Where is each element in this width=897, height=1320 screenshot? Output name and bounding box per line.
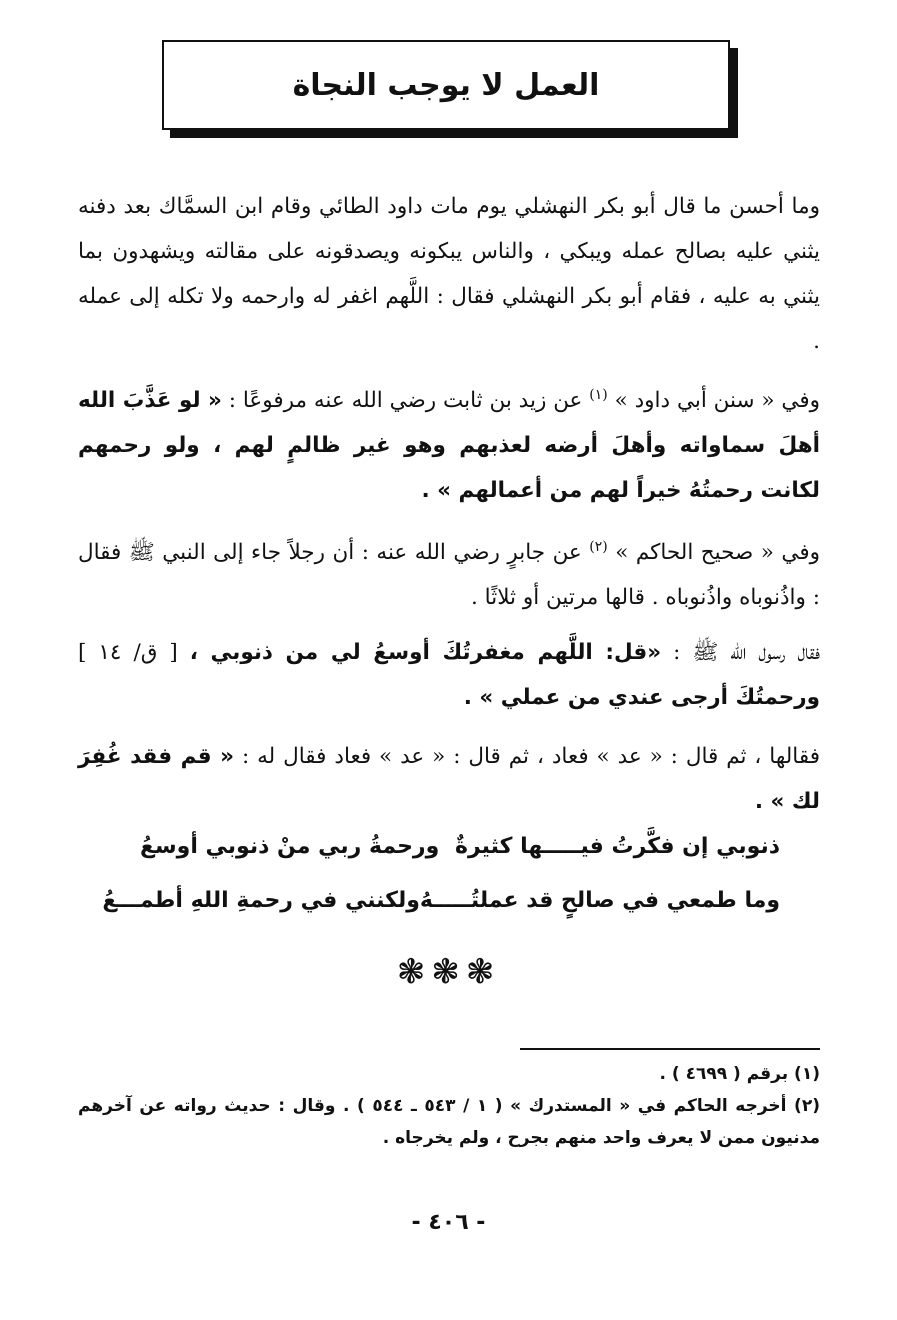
hadith-quote-2-end: ورحمتُكَ أرجى عندي من عملي » . [463, 685, 820, 710]
paragraph-4 [78, 630, 860, 720]
poem-line-1-second-hemistich: ورحمةُ ربي منْ ذنوبي أوسعُ [140, 834, 440, 859]
paragraph-2 [78, 378, 860, 513]
page-number: - ٤٠٦ - [411, 1210, 486, 1235]
poem-line-1 [100, 820, 800, 874]
paragraph-2-intro: وفي « سنن أبي داود » [614, 388, 820, 413]
footnote-1: (١) برقم ( ٤٦٩٩ ) . [659, 1064, 820, 1084]
chapter-title-box [162, 40, 730, 130]
paragraph-3 [78, 530, 860, 620]
chapter-title: العمل لا يوجب النجاة [292, 67, 600, 103]
paragraph-5-text: فقالها ، ثم قال : « عد » فعاد ، ثم قال : « عد » فعاد فقال له : [241, 744, 820, 769]
paragraph-3-intro: وفي « صحيح الحاكم » [615, 540, 820, 565]
poem-line-2-second-hemistich: ولكنني في رحمةِ اللهِ أطمـــعُ [102, 888, 420, 913]
footnote-divider [520, 1048, 820, 1050]
hadith-quote-2: «قل: اللَّهم مغفرتُكَ أوسعُ لي من ذنوبي ، [189, 640, 662, 665]
poem-line-1-first-hemistich: ذنوبي إن فكَّرتُ فيـــــها كثيرةٌ [454, 834, 780, 859]
paragraph-5 [78, 734, 860, 824]
paragraph-1: وما أحسن ما قال أبو بكر النهشلي يوم مات داود الطائي وقام ابن السمَّاك بعد دفنه يثني عليه بصالح عمله ويبكي ، والناس يبكونه ويصدقونه على مقالته ويشهدون بما يثني به عليه ، فقام أبو بكر النهشلي فقال : اللَّهم اغفر له وارحمه ولا تكله إلى عمله . [78, 194, 820, 354]
poem [100, 820, 800, 928]
footnote-2: (٢) أخرجه الحاكم في « المستدرك » ( ١ / ٥٤٣ ـ ٥٤٤ ) . وقال : حديث رواته عن آخرهم مدنيون ممن لا يعرف واحد منهم بجرح ، ولم يخرجاه . [78, 1096, 820, 1148]
paragraph-4-intro: فقال رسول الله ﷺ : [673, 640, 820, 665]
hadith-quote-3: « قم فقد غُفِرَ لك » . [78, 744, 820, 814]
poem-line-2-first-hemistich: وما طمعي في صالحٍ قد عملتُـــــهُ [419, 888, 780, 913]
footnote-ref-2: (٢) [589, 538, 608, 555]
paragraph-3-text: عن جابرٍ رضي الله عنه : أن رجلاً جاء إلى النبي ﷺ فقال : واذُنوباه واذُنوباه . قالها مرتين أو ثلاثًا . [78, 540, 820, 610]
poem-line-2 [100, 874, 800, 928]
manuscript-marker: [ ق/ ١٤ ] [78, 640, 178, 665]
footnote-ref-1: (١) [589, 386, 608, 403]
footnotes [78, 1058, 820, 1154]
hadith-quote-1: « لو عَذَّبَ الله أهلَ سماواته وأهلَ أرضه لعذبهم وهو غير ظالمٍ لهم ، ولو رحمهم لكانت رحمتُهُ خيراً لهم من أعمالهم » . [78, 388, 820, 503]
section-separator-stars: ❃❃❃ [396, 952, 501, 992]
paragraph-2-source: عن زيد بن ثابت رضي الله عنه مرفوعًا : [228, 388, 583, 413]
